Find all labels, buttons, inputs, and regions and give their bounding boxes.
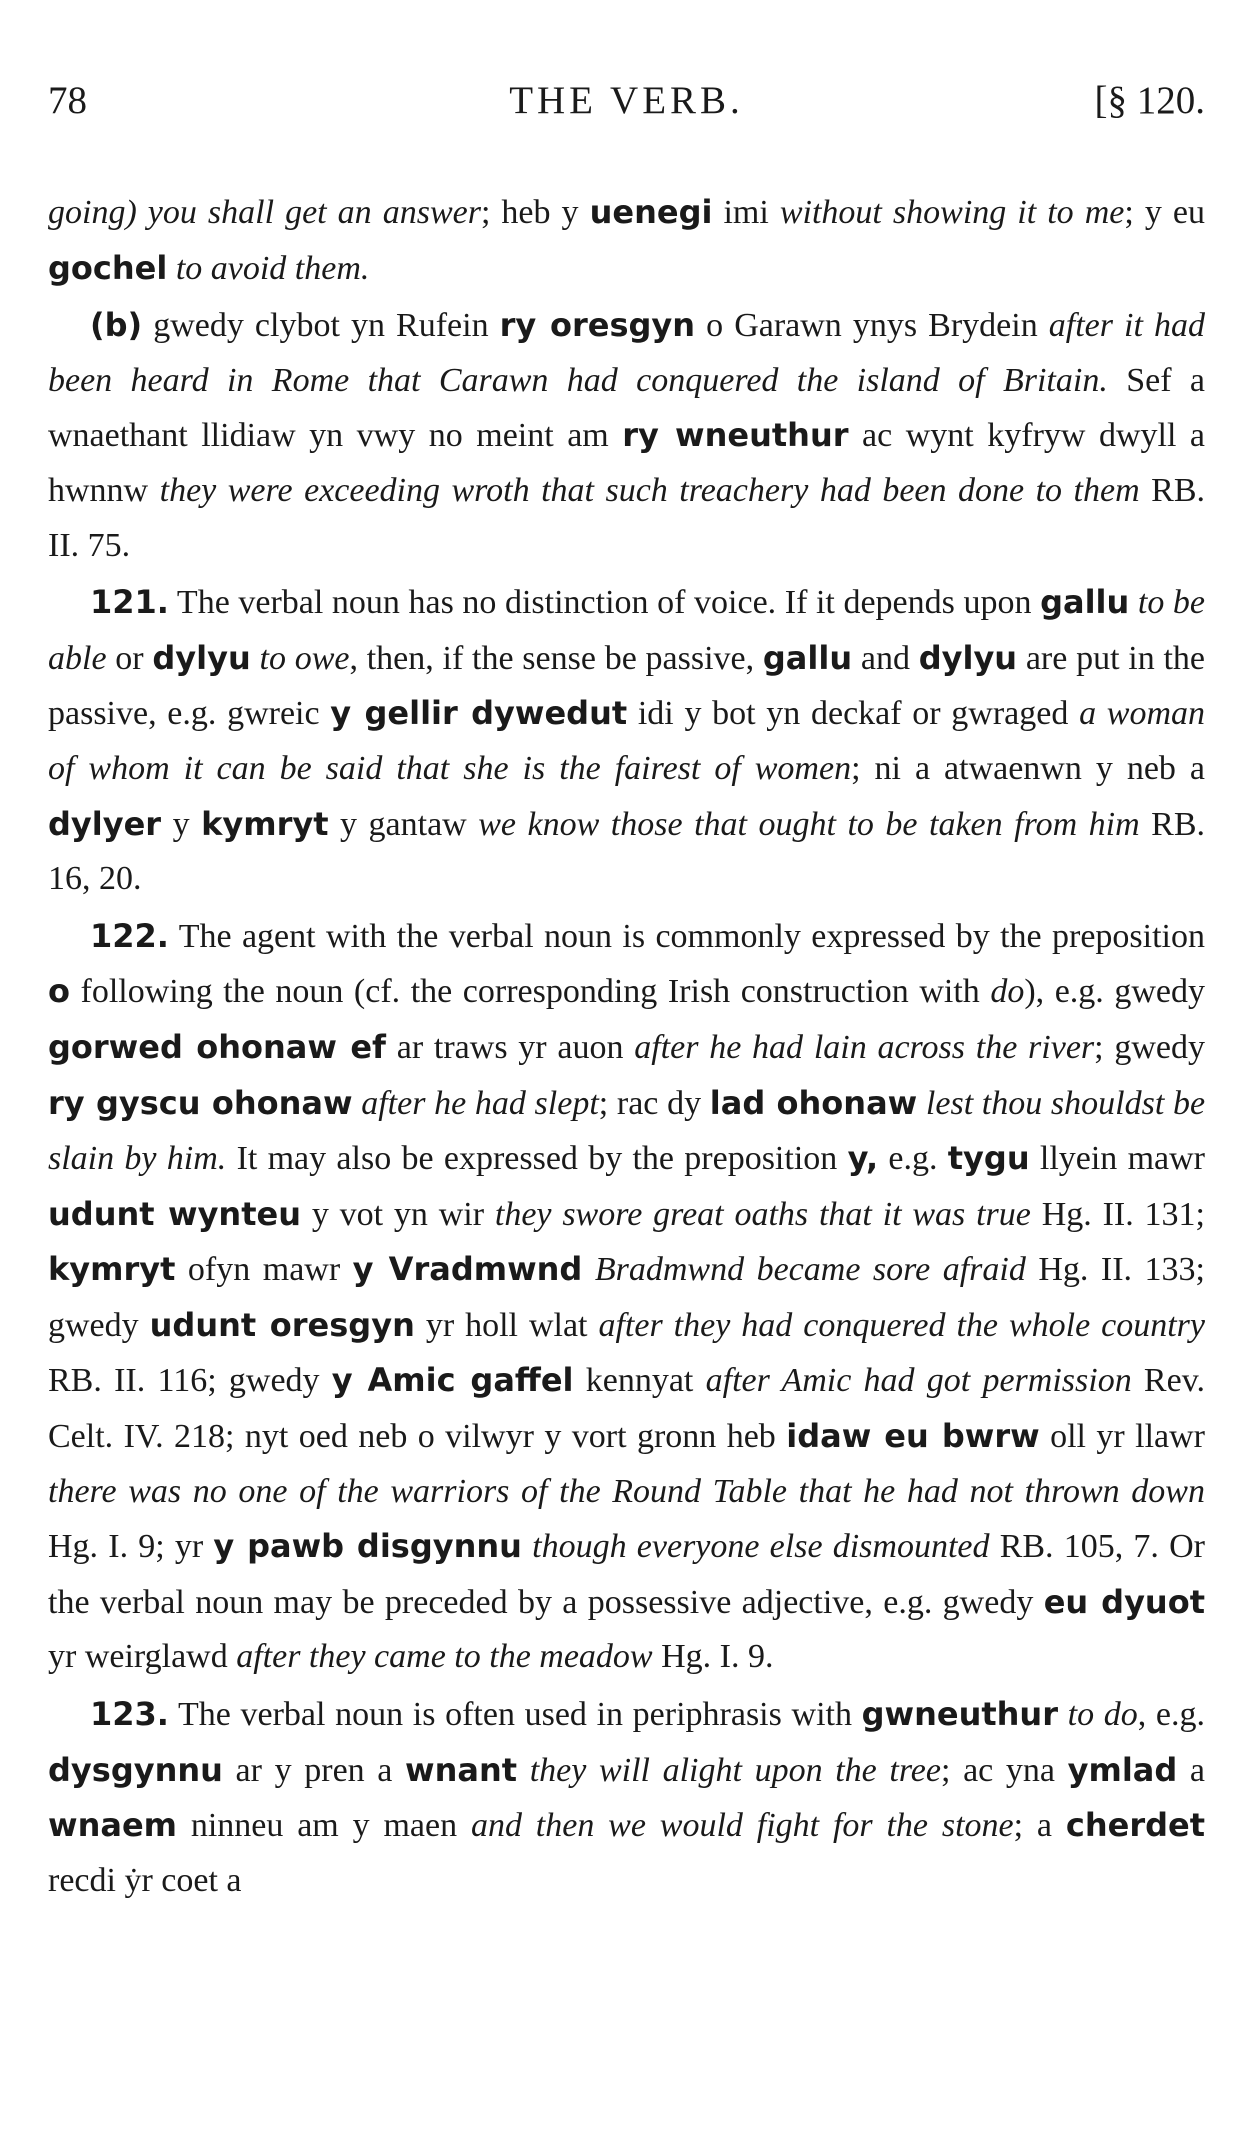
text-run: ofyn mawr: [175, 1251, 353, 1289]
welsh-bold-term: kymryt: [48, 1250, 176, 1289]
paragraph: [48, 298, 1205, 573]
welsh-bold-term: udunt oresgyn: [149, 1305, 415, 1344]
text-run: RB. II. 116; gwedy: [48, 1362, 332, 1400]
welsh-bold-term: y gellir dywedut: [330, 694, 628, 733]
welsh-bold-term: wnant: [405, 1750, 518, 1789]
welsh-bold-term: gwneuthur: [861, 1695, 1058, 1734]
text-run: ), e.g. gwedy: [1024, 973, 1205, 1011]
english-translation: to avoid them.: [175, 249, 370, 287]
text-run: [1129, 584, 1138, 621]
text-run: yr weirglawd: [48, 1638, 237, 1676]
welsh-bold-term: ry wneuthur: [622, 416, 849, 455]
text-run: Hg. I. 9.: [652, 1638, 774, 1676]
welsh-bold-term: y Vradmwnd: [352, 1250, 583, 1289]
welsh-bold-term: wnaem: [48, 1806, 177, 1845]
text-run: , then, if the sense be passive,: [349, 639, 763, 677]
english-translation: without showing it to me: [779, 194, 1125, 231]
welsh-bold-term: kymryt: [201, 804, 329, 843]
section-reference: [§ 120.: [1094, 79, 1205, 122]
english-translation: do: [990, 973, 1025, 1011]
welsh-bold-term: ry gyscu ohonaw: [48, 1083, 353, 1122]
text-run: It may also be expressed by the preposition: [226, 1140, 848, 1178]
welsh-bold-term: uenegi: [589, 193, 713, 231]
english-translation: after Amic had got permission: [705, 1362, 1132, 1400]
welsh-bold-term: y,: [847, 1139, 879, 1178]
paragraph: [48, 1687, 1205, 1908]
text-run: The verbal noun has no distinction of voice. If it depends upon: [168, 584, 1041, 622]
body-text: [48, 185, 1205, 1908]
text-run: Hg. I. 9; yr: [48, 1528, 214, 1566]
english-translation: after they came to the meadow: [236, 1638, 653, 1676]
text-run: The agent with the verbal noun is commonly expressed by the preposition: [168, 917, 1205, 955]
english-translation: we know those that ought to be taken from him: [478, 805, 1140, 843]
welsh-bold-term: gallu: [762, 638, 853, 677]
welsh-bold-term: dylyu: [918, 638, 1018, 677]
text-run: llyein mawr: [1029, 1140, 1205, 1178]
english-translation: there was no one of the warriors of the Round Table that he had not thrown down: [48, 1472, 1205, 1510]
welsh-bold-term: y Amic gaffel: [331, 1361, 574, 1400]
welsh-bold-term: cherdet: [1065, 1806, 1205, 1845]
text-run: The verbal noun is often used in periphrasis with: [168, 1696, 862, 1734]
welsh-bold-term: idaw eu bwrw: [786, 1417, 1040, 1456]
text-run: ninneu am y maen: [176, 1807, 471, 1845]
text-run: y: [161, 805, 202, 843]
text-run: ; y eu: [1124, 194, 1205, 231]
text-run: Sef a wnaethant llidiaw yn vwy no meint am: [48, 361, 1205, 455]
welsh-bold-term: 122.: [90, 916, 169, 955]
welsh-bold-term: eu dyuot: [1043, 1582, 1205, 1621]
text-run: are put in the passive, e.g. gwreic: [48, 639, 1206, 733]
welsh-bold-term: (b): [90, 306, 143, 345]
english-translation: after he had slept: [361, 1084, 599, 1122]
welsh-bold-term: gorwed ohonaw ef: [48, 1027, 386, 1066]
paragraph: [48, 185, 1205, 296]
english-translation: Bradmwnd became sore afraid: [594, 1251, 1026, 1289]
text-run: ac wynt kyfryw dwyll a hwnnw: [48, 417, 1206, 509]
text-run: following the noun (cf. the corresponding Irish construction with: [69, 973, 991, 1011]
english-translation: though everyone else dismounted: [532, 1528, 990, 1566]
text-run: Hg. II. 133; gwedy: [48, 1251, 1206, 1344]
english-translation: lest thou shouldst be slain by him.: [48, 1084, 1206, 1178]
welsh-bold-term: dysgynnu: [48, 1750, 223, 1789]
text-run: idi y bot yn deckaf or gwraged: [627, 695, 1080, 733]
text-run: ; heb y: [480, 194, 590, 231]
welsh-bold-term: udunt wynteu: [48, 1194, 301, 1233]
chapter-title: THE VERB.: [509, 79, 744, 122]
text-run: , e.g.: [1137, 1696, 1205, 1734]
english-translation: to be able: [48, 584, 1205, 677]
welsh-bold-term: o: [48, 972, 70, 1011]
english-translation: after they had conquered the whole country: [598, 1306, 1205, 1344]
welsh-bold-term: 121.: [90, 583, 169, 622]
english-translation: to owe: [259, 639, 350, 677]
text-run: [522, 1528, 532, 1565]
text-run: o Garawn ynys Brydein: [695, 307, 1049, 345]
text-run: ; ac yna: [940, 1751, 1068, 1789]
text-run: a: [1177, 1751, 1206, 1789]
welsh-bold-term: gochel: [48, 248, 168, 287]
english-translation: and then we would fight for the stone: [470, 1807, 1014, 1845]
text-run: [582, 1251, 595, 1288]
text-run: y gantaw: [328, 805, 479, 843]
text-run: [1058, 1696, 1068, 1733]
paragraph: [48, 909, 1205, 1685]
welsh-bold-term: y pawb disgynnu: [213, 1527, 522, 1566]
english-translation: after it had been heard in Rome that Carawn had conquered the island of Britain.: [48, 307, 1206, 399]
text-run: y vot yn wir: [301, 1195, 495, 1233]
welsh-bold-term: lad ohonaw: [709, 1083, 918, 1122]
english-translation: a woman of whom it can be said that she is the fairest of women: [48, 695, 1206, 787]
text-run: [917, 1085, 926, 1122]
text-run: or: [106, 639, 153, 677]
text-run: imi: [712, 194, 780, 231]
text-run: [353, 1085, 362, 1122]
english-translation: going) you shall get an answer: [48, 194, 481, 231]
english-translation: after he had lain across the river: [634, 1028, 1095, 1066]
welsh-bold-term: tygu: [947, 1139, 1030, 1178]
welsh-bold-term: gallu: [1040, 583, 1130, 622]
text-run: Hg. II. 131;: [1030, 1195, 1205, 1233]
text-run: and: [852, 639, 919, 677]
english-translation: to do: [1067, 1696, 1138, 1734]
welsh-bold-term: ymlad: [1067, 1750, 1178, 1789]
text-run: ; a: [1013, 1807, 1066, 1845]
text-run: ; ni a atwaenwn y neb a: [851, 749, 1205, 787]
text-run: ar traws yr auon: [385, 1028, 635, 1066]
page-number: 78: [48, 79, 87, 122]
paragraph: [48, 575, 1205, 907]
text-run: recdi ẏr coet a: [48, 1861, 242, 1899]
text-run: ; gwedy: [1094, 1028, 1205, 1066]
text-run: oll yr llawr: [1039, 1418, 1206, 1456]
text-run: Rev. Celt. IV. 218; nyt oed neb o vilwyr y vort gronn heb: [48, 1362, 1205, 1456]
text-run: RB. 105, 7. Or the verbal noun may be preceded by a possessive adjective, e.g. gwedy: [48, 1528, 1206, 1621]
english-translation: they will alight upon the tree: [529, 1751, 941, 1789]
text-run: [251, 640, 260, 677]
welsh-bold-term: dylyer: [48, 804, 162, 843]
text-run: ; rac dy: [598, 1084, 710, 1122]
text-run: gwedy clybot yn Rufein: [142, 307, 500, 345]
text-run: yr holl wlat: [414, 1306, 599, 1344]
welsh-bold-term: 123.: [90, 1695, 169, 1734]
running-head: [48, 78, 1205, 138]
welsh-bold-term: ry oresgyn: [499, 306, 696, 345]
text-run: [517, 1752, 530, 1789]
english-translation: they swore great oaths that it was true: [494, 1195, 1031, 1233]
text-run: e.g.: [878, 1140, 948, 1178]
text-run: RB. II. 75.: [48, 471, 1205, 564]
welsh-bold-term: dylyu: [152, 638, 251, 677]
text-run: kennyat: [573, 1362, 706, 1400]
text-run: [167, 250, 176, 287]
english-translation: they were exceeding wroth that such treachery had been done to them: [159, 471, 1140, 509]
text-run: ar y pren a: [222, 1751, 406, 1789]
text-run: RB. 16, 20.: [48, 805, 1206, 898]
